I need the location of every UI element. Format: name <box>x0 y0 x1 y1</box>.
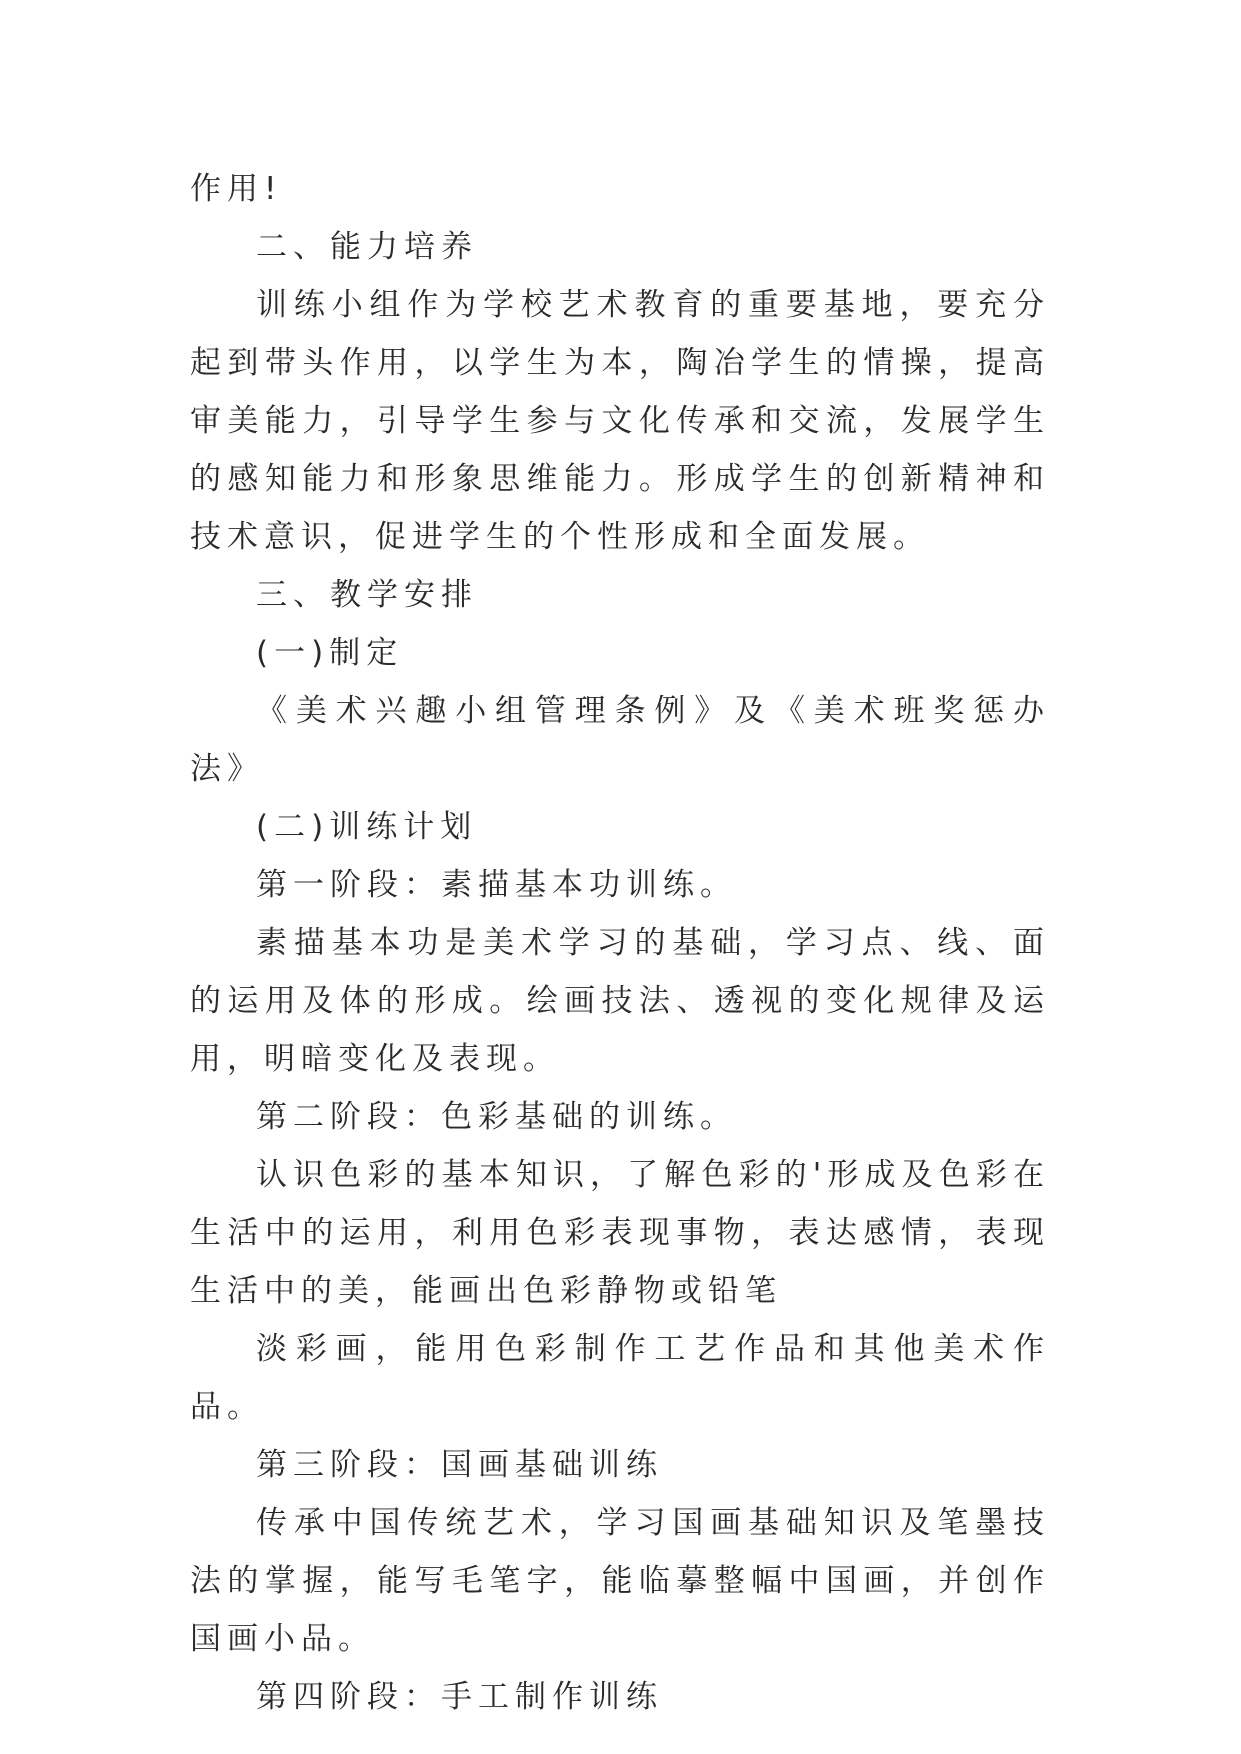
stage-heading: 第二阶段：色彩基础的训练。 <box>256 1099 737 1135</box>
stage-heading: 第四阶段：手工制作训练 <box>256 1679 663 1715</box>
section-heading: 三、教学安排 <box>256 577 478 613</box>
stage-heading: 第三阶段：国画基础训练 <box>256 1447 663 1483</box>
paragraph: 素描基本功是美术学习的基础，学习点、线、面的运用及体的形成。绘画技法、透视的变化规律及运用，明暗变化及表现。 <box>190 925 1050 1077</box>
document-body <box>190 160 1050 1726</box>
section-heading: 二、能力培养 <box>256 229 478 265</box>
paragraph: 淡彩画，能用色彩制作工艺作品和其他美术作品。 <box>190 1331 1050 1425</box>
subsection-heading: (二)训练计划 <box>256 809 478 845</box>
subsection-heading: (一)制定 <box>256 635 404 671</box>
paragraph: 认识色彩的基本知识，了解色彩的'形成及色彩在生活中的运用，利用色彩表现事物，表达感情，表现生活中的美，能画出色彩静物或铅笔 <box>190 1157 1050 1309</box>
paragraph: 传承中国传统艺术，学习国画基础知识及笔墨技法的掌握，能写毛笔字，能临摹整幅中国画，并创作国画小品。 <box>190 1505 1050 1657</box>
paragraph: 《美术兴趣小组管理条例》及《美术班奖惩办法》 <box>190 693 1050 787</box>
paragraph: 训练小组作为学校艺术教育的重要基地，要充分起到带头作用，以学生为本，陶冶学生的情操，提高审美能力，引导学生参与文化传承和交流，发展学生的感知能力和形象思维能力。形成学生的创新精神和技术意识，促进学生的个性形成和全面发展。 <box>190 287 1050 555</box>
paragraph: 作用! <box>190 171 283 207</box>
stage-heading: 第一阶段：素描基本功训练。 <box>256 867 737 903</box>
